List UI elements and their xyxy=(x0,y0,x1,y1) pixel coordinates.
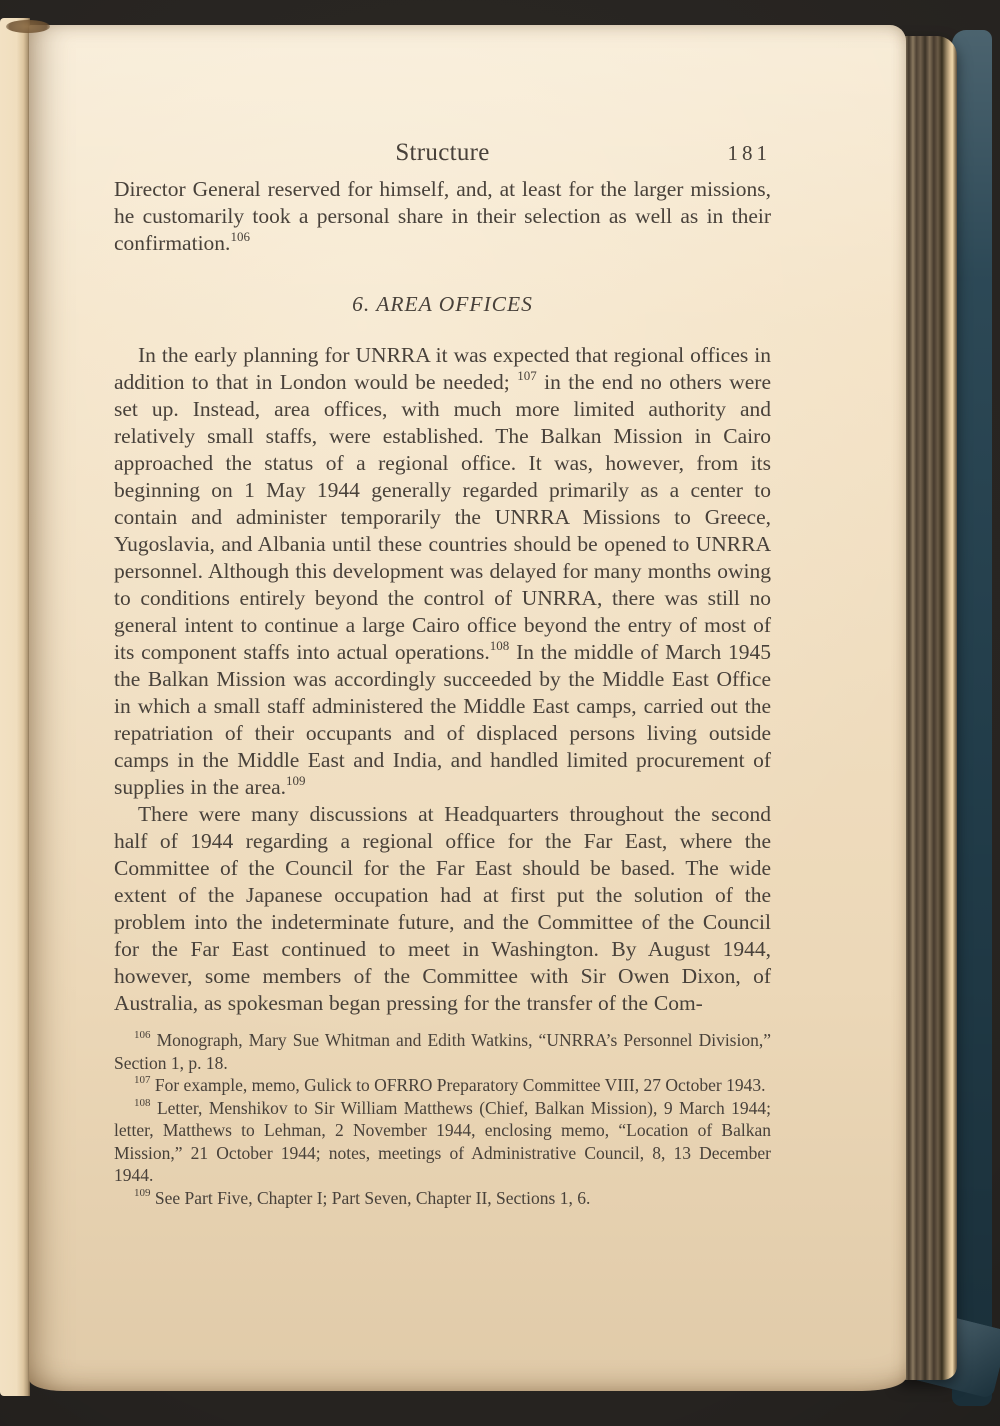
footnote-ref-109: 109 xyxy=(286,772,306,788)
facing-page-sliver xyxy=(0,18,30,1396)
paragraph-text: There were many discussions at Headquarters throughout the second half of 1944 regarding a regional office for the Far East, where the Committee of the Council for the Far East should be based. The wide extent of the Japanese occupation had at first put the solution of the problem into the indeterminate future, and the Committee of the Council for the Far East continued to meet in Washington. By August 1944, however, some members of the Committee with Sir Owen Dixon, of Australia, as spokesman began pressing for the transfer of the Com- xyxy=(114,802,771,1015)
footnote-ref-106: 106 xyxy=(230,228,250,244)
paragraph-text: In the early planning for UNRRA it was expected that regional offices in addition to that in London would be needed; xyxy=(114,343,771,394)
footnote-text: Monograph, Mary Sue Whitman and Edith Watkins, “UNRRA’s Personnel Division,” Section 1, p. 18. xyxy=(114,1030,771,1073)
book-cover xyxy=(952,30,992,1406)
running-header xyxy=(114,129,771,167)
footnote-text: Letter, Menshikov to Sir William Matthews (Chief, Balkan Mission), 9 March 1944; letter, Matthews to Lehman, 2 November 1944, enclosing memo, “Location of Balkan Mission,” 21 October 1944; notes, meetings of Administrative Council, 8, 13 December 1944. xyxy=(114,1097,771,1185)
footnotes-block xyxy=(114,1029,771,1209)
page-number: 181 xyxy=(727,141,771,165)
paragraph-area-offices xyxy=(114,342,771,801)
footnote-marker: 109 xyxy=(134,1186,151,1199)
footnote-text: For example, memo, Gulick to OFRRO Preparatory Committee VIII, 27 October 1943. xyxy=(150,1075,766,1095)
footnote-marker: 106 xyxy=(134,1029,151,1042)
footnote-ref-108: 108 xyxy=(489,637,510,653)
footnote xyxy=(114,1097,771,1187)
paragraph-text: in the end no others were set up. Instead, area offices, with much more limited authority and relatively small staffs, were established. The Balkan Mission in Cairo approached the status of a regional office. It was, however, from its beginning on 1 May 1944 generally regarded primarily as a center to contain and administer temporarily the UNRRA Missions to Greece, Yugoslavia, and Albania until these countries should be opened to UNRRA personnel. Although this development was delayed for many months owing to conditions entirely beyond the control of UNRRA, there was still no general intent to continue a large Cairo office beyond the entry of most of its component staffs into actual operations. xyxy=(114,370,771,664)
page-content xyxy=(114,129,771,1209)
paragraph-text: In the middle of March 1945 the Balkan Mission was accordingly succeeded by the Middle East Office in which a small staff administered the Middle East camps, carried out the repatriation of their occupants and of displaced persons living outside camps in the Middle East and India, and handled limited procurement of supplies in the area. xyxy=(114,640,771,799)
footnote xyxy=(114,1074,771,1097)
footnote-ref-107: 107 xyxy=(517,367,537,383)
footnote xyxy=(114,1187,771,1210)
page-edge-stack xyxy=(899,36,957,1380)
spine-wear-mark xyxy=(6,20,50,33)
paragraph-far-east xyxy=(114,801,771,1017)
paragraph-text: Director General reserved for himself, and, at least for the larger missions, he customarily took a personal share in their selection as well as in their confirmation. xyxy=(114,177,771,255)
footnote-marker: 107 xyxy=(134,1074,151,1087)
running-header-title: Structure xyxy=(395,139,490,166)
footnote-text: See Part Five, Chapter I; Part Seven, Chapter II, Sections 1, 6. xyxy=(150,1187,591,1208)
footnote-marker: 108 xyxy=(134,1096,151,1109)
section-heading: 6. AREA OFFICES xyxy=(352,292,533,316)
footnote xyxy=(114,1029,771,1074)
book-page xyxy=(29,25,906,1391)
paragraph-continuation xyxy=(114,176,771,257)
